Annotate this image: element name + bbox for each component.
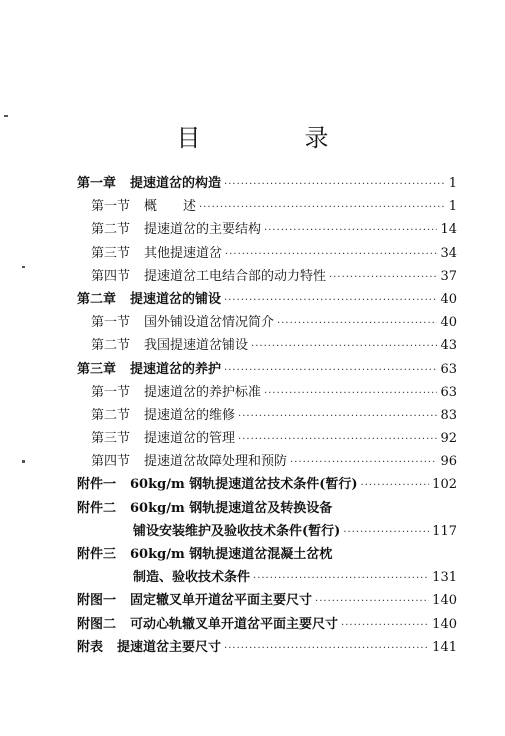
toc-entry-title: 提速道岔的养护标准 — [144, 384, 262, 400]
toc-leader-dots — [253, 573, 429, 584]
toc-entry-title: 制造、验收技术条件 — [133, 570, 251, 586]
scan-mark — [22, 266, 25, 268]
toc-entry[interactable] — [77, 218, 457, 241]
table-of-contents — [77, 172, 457, 659]
toc-entry-page: 63 — [440, 361, 457, 377]
toc-entry-label: 第三节 — [91, 431, 131, 447]
toc-leader-dots — [343, 527, 429, 538]
toc-entry-page: 37 — [440, 268, 457, 284]
toc-entry-label: 第二节 — [91, 407, 131, 423]
toc-entry-page: 117 — [432, 523, 457, 539]
toc-entry[interactable] — [77, 427, 457, 450]
toc-entry-title: 60kg/m 钢轨提速道岔技术条件(暂行) — [130, 477, 358, 493]
toc-leader-dots — [329, 272, 437, 283]
toc-leader-dots — [199, 202, 444, 213]
toc-entry-title: 提速道岔的主要结构 — [144, 222, 262, 238]
toc-entry-label: 第四节 — [91, 454, 131, 470]
toc-entry-label: 第一节 — [91, 199, 131, 215]
toc-entry-label: 附图二 — [77, 616, 117, 632]
toc-leader-dots — [290, 457, 437, 468]
toc-leader-dots — [238, 411, 437, 422]
toc-entry[interactable] — [77, 242, 457, 265]
toc-entry[interactable] — [77, 497, 457, 520]
toc-entry-title: 提速道岔的维修 — [144, 407, 236, 423]
toc-entry-title: 提速道岔主要尺寸 — [117, 639, 222, 655]
toc-leader-dots — [224, 179, 444, 190]
toc-entry[interactable] — [77, 636, 457, 659]
toc-entry[interactable] — [77, 334, 457, 357]
toc-entry-label: 附件一 — [77, 477, 117, 493]
toc-entry-title: 可动心轨辙叉单开道岔平面主要尺寸 — [130, 616, 339, 632]
toc-entry-label: 第三章 — [77, 361, 117, 377]
toc-entry-title: 提速道岔工电结合部的动力特性 — [144, 268, 327, 284]
toc-entry-label: 第二节 — [91, 338, 131, 354]
toc-leader-dots — [315, 596, 429, 607]
toc-entry-title: 60kg/m 钢轨提速道岔及转换设备 — [130, 500, 333, 516]
toc-entry-title: 提速道岔故障处理和预防 — [144, 454, 288, 470]
toc-entry[interactable] — [77, 450, 457, 473]
toc-leader-dots — [238, 434, 437, 445]
toc-entry-label: 第四节 — [91, 268, 131, 284]
toc-entry[interactable] — [77, 566, 457, 589]
toc-entry[interactable] — [77, 613, 457, 636]
toc-leader-dots — [277, 318, 437, 329]
toc-entry-title: 提速道岔的养护 — [130, 361, 222, 377]
toc-leader-dots — [224, 365, 437, 376]
toc-entry-page: 40 — [440, 315, 457, 331]
toc-entry[interactable] — [77, 520, 457, 543]
toc-entry-page: 43 — [440, 338, 457, 354]
toc-entry[interactable] — [77, 404, 457, 427]
toc-leader-dots — [224, 643, 429, 654]
toc-entry[interactable] — [77, 381, 457, 404]
toc-leader-dots — [341, 620, 429, 631]
toc-entry-title: 我国提速道岔铺设 — [144, 338, 249, 354]
toc-entry-label: 第一节 — [91, 315, 131, 331]
toc-entry[interactable] — [77, 358, 457, 381]
toc-entry[interactable] — [77, 288, 457, 311]
toc-entry[interactable] — [77, 589, 457, 612]
toc-entry-page: 63 — [440, 384, 457, 400]
toc-entry[interactable] — [77, 311, 457, 334]
toc-entry-label: 附图一 — [77, 593, 117, 609]
toc-entry[interactable] — [77, 543, 457, 566]
scan-mark — [4, 115, 8, 117]
toc-entry[interactable] — [77, 265, 457, 288]
toc-entry[interactable] — [77, 172, 457, 195]
toc-entry-label: 附件三 — [77, 547, 117, 562]
toc-entry-title: 概 述 — [144, 199, 197, 215]
toc-entry-title: 其他提速道岔 — [144, 245, 223, 261]
page-title: 目 录 — [176, 124, 369, 152]
toc-entry-page: 1 — [448, 176, 457, 191]
toc-entry-title: 固定辙叉单开道岔平面主要尺寸 — [130, 593, 313, 609]
toc-entry-page: 131 — [432, 570, 457, 586]
toc-entry-page: 141 — [432, 639, 457, 655]
toc-entry-label: 第二章 — [77, 291, 117, 307]
scan-mark — [22, 460, 25, 463]
toc-entry-title: 提速道岔的铺设 — [130, 291, 222, 307]
toc-entry-page: 40 — [440, 291, 457, 307]
toc-leader-dots — [361, 480, 430, 491]
toc-entry-page: 14 — [440, 222, 457, 238]
toc-entry-page: 83 — [440, 407, 457, 423]
toc-entry-title: 国外铺设道岔情况简介 — [144, 315, 275, 331]
toc-entry-label: 第二节 — [91, 222, 131, 238]
toc-entry[interactable] — [77, 195, 457, 218]
toc-entry-page: 92 — [440, 431, 457, 447]
toc-leader-dots — [264, 225, 437, 236]
toc-entry-page: 1 — [448, 199, 457, 215]
toc-leader-dots — [264, 388, 437, 399]
toc-entry-label: 第一章 — [77, 176, 117, 191]
toc-entry-title: 铺设安装维护及验收技术条件(暂行) — [133, 523, 341, 539]
toc-entry-page: 34 — [440, 245, 457, 261]
toc-entry-title: 60kg/m 钢轨提速道岔混凝土岔枕 — [130, 547, 333, 562]
toc-entry[interactable] — [77, 473, 457, 496]
toc-entry-label: 附件二 — [77, 500, 117, 516]
toc-entry-page: 140 — [432, 593, 457, 609]
toc-leader-dots — [224, 295, 437, 306]
toc-entry-title: 提速道岔的管理 — [144, 431, 236, 447]
toc-entry-page: 96 — [440, 454, 457, 470]
toc-entry-label: 第一节 — [91, 384, 131, 400]
toc-leader-dots — [251, 341, 437, 352]
toc-entry-label: 第三节 — [91, 245, 131, 261]
toc-leader-dots — [225, 249, 437, 260]
toc-entry-page: 102 — [432, 477, 457, 493]
toc-entry-title: 提速道岔的构造 — [130, 176, 222, 191]
toc-entry-page: 140 — [432, 616, 457, 632]
toc-entry-label: 附表 — [77, 639, 104, 655]
